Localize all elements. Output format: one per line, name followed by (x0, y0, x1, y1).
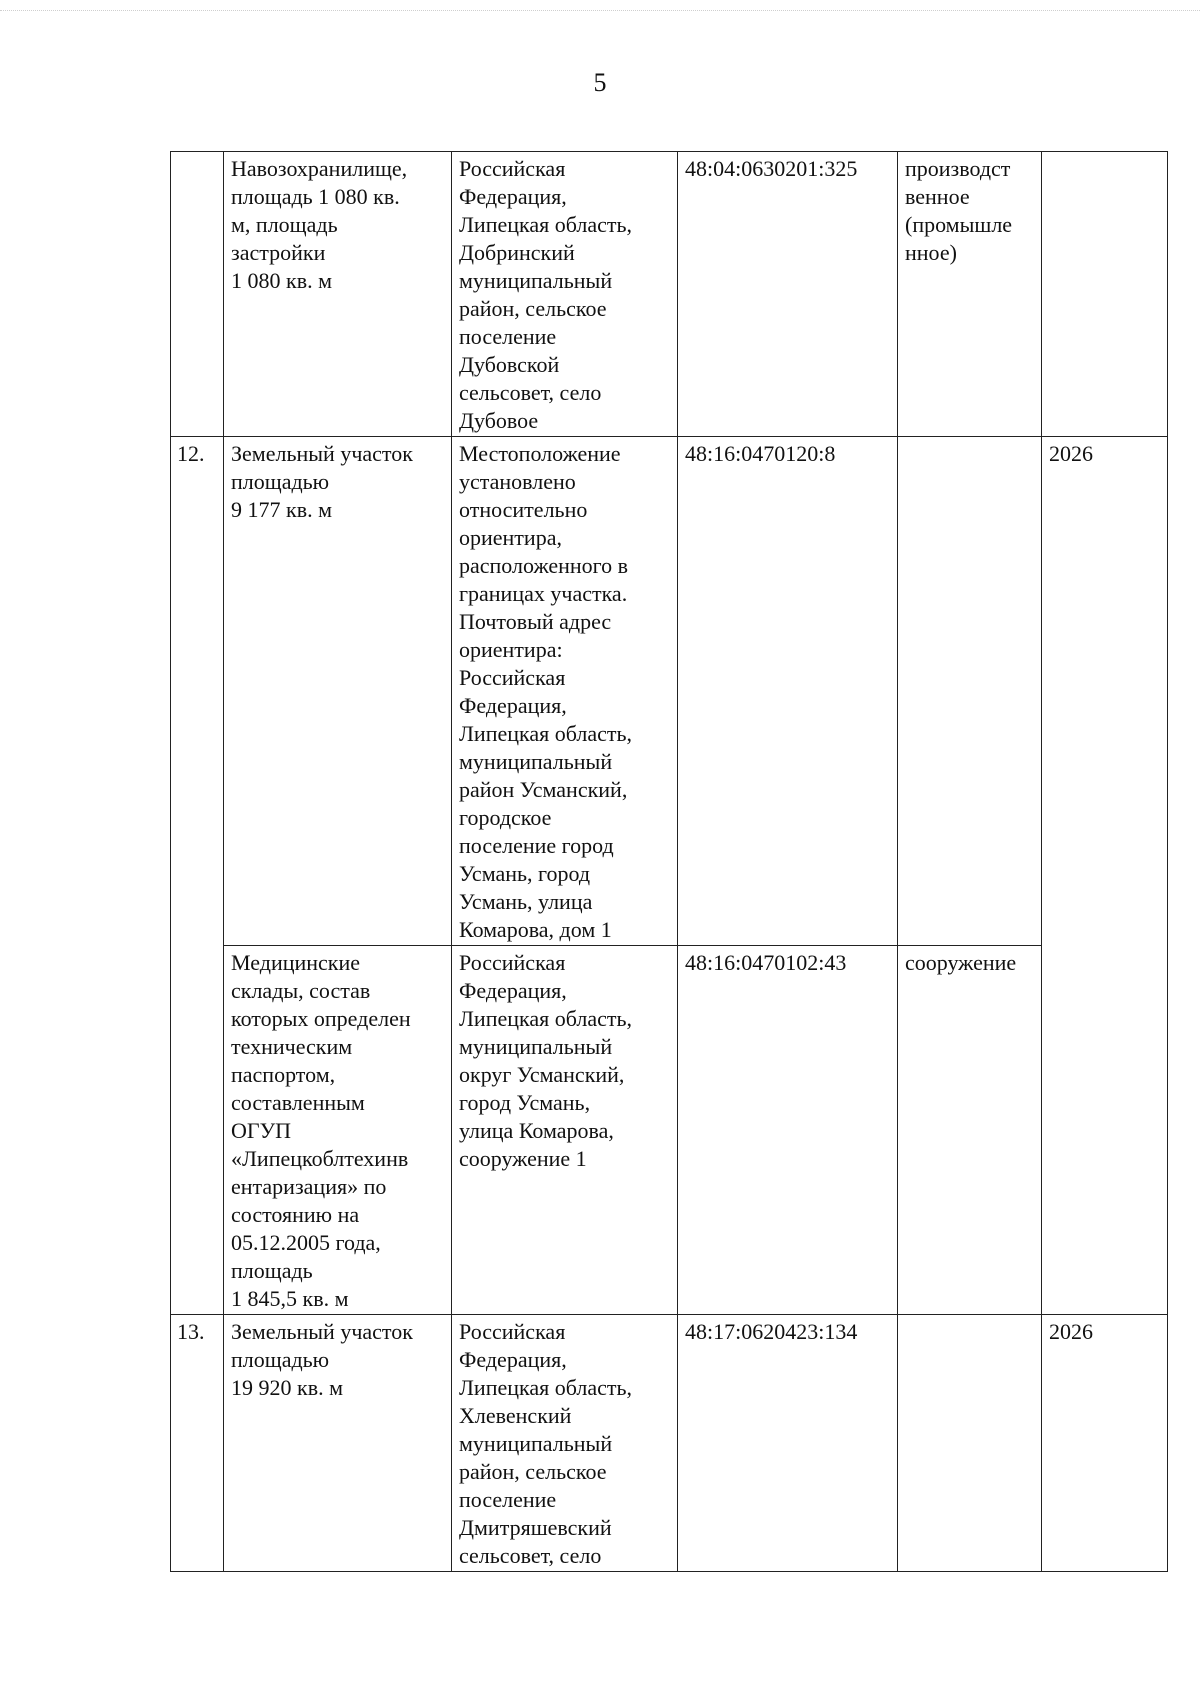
object-description: Земельный участок площадью 19 920 кв. м (231, 1319, 413, 1400)
cadastral-number: 48:16:0470120:8 (685, 441, 836, 466)
table-row-13 (171, 1315, 1168, 1572)
object-cell (224, 946, 452, 1315)
row-number-cell: 13. (171, 1315, 224, 1572)
object-cell (224, 1315, 452, 1572)
cadastral-cell (678, 437, 898, 946)
address-text: Российская Федерация, Липецкая область, Добринский муниципальный район, сельское поселение Дубовской сельсовет, село Дубовое (459, 156, 633, 433)
cadastral-cell (678, 946, 898, 1315)
object-description: Земельный участок площадью 9 177 кв. м (231, 441, 413, 522)
address-cell (452, 1315, 678, 1572)
address-cell (452, 437, 678, 946)
table-row-continued (171, 152, 1168, 437)
cadastral-cell (678, 1315, 898, 1572)
row-number-cell: 12. (171, 437, 224, 1315)
scan-edge-line (0, 10, 1200, 11)
purpose-text: сооружение (905, 950, 1017, 975)
address-text: Российская Федерация, Липецкая область, Хлевенский муниципальный район, сельское поселение Дмитряшевский сельсовет, село (459, 1319, 633, 1568)
purpose-cell (898, 152, 1042, 437)
object-description: Навозохранилище, площадь 1 080 кв. м, площадь застройки 1 080 кв. м (231, 156, 408, 293)
property-table (170, 151, 1168, 1572)
purpose-cell (898, 1315, 1042, 1572)
cadastral-number: 48:04:0630201:325 (685, 156, 858, 181)
address-cell (452, 152, 678, 437)
table-row-12-sub (171, 946, 1168, 1315)
object-cell (224, 152, 452, 437)
purpose-text: производст венное (промышле нное) (905, 156, 1013, 265)
row-number-cell (171, 152, 224, 437)
purpose-cell (898, 437, 1042, 946)
cadastral-number: 48:17:0620423:134 (685, 1319, 858, 1344)
year-cell (1042, 152, 1168, 437)
object-description: Медицинские склады, состав которых определен техническим паспортом, составленным ОГУП «Липецкоблтехинв ентаризация» по состоянию на 05.12.2005 года, площадь 1 845,5 кв. м (231, 950, 411, 1311)
purpose-cell (898, 946, 1042, 1315)
address-cell (452, 946, 678, 1315)
year-cell: 2026 (1042, 437, 1168, 1315)
cadastral-cell (678, 152, 898, 437)
address-text: Российская Федерация, Липецкая область, муниципальный округ Усманский, город Усмань, улица Комарова, сооружение 1 (459, 950, 633, 1171)
object-cell (224, 437, 452, 946)
address-text: Местоположение установлено относительно ориентира, расположенного в границах участка. Почтовый адрес ориентира: Российская Федерация, Липецкая область, муниципальный район Усманский, городское поселение город Усмань, город Усмань, улица Комарова, дом 1 (459, 441, 633, 942)
page-number: 5 (593, 68, 607, 97)
year-cell: 2026 (1042, 1315, 1168, 1572)
table-row-12 (171, 437, 1168, 946)
cadastral-number: 48:16:0470102:43 (685, 950, 847, 975)
